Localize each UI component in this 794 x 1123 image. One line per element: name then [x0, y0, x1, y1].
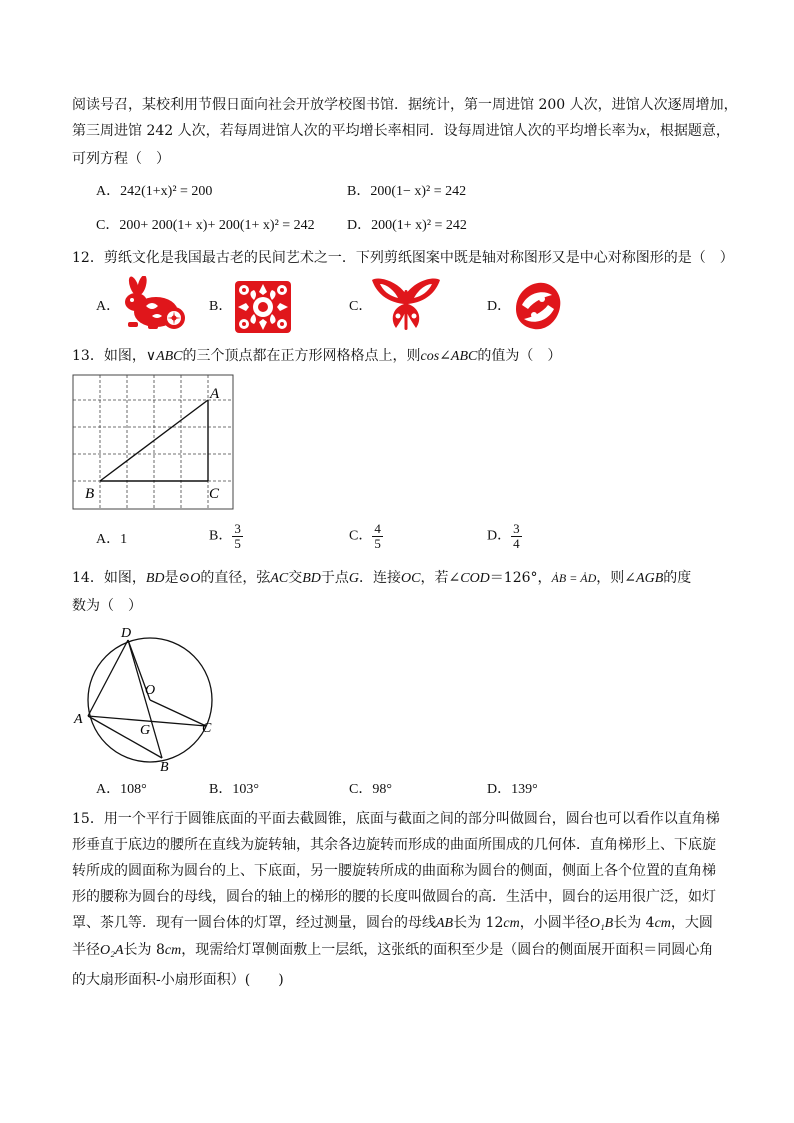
q15-line6: 半径O₂A长为 8cm，现需给灯罩侧面敷上一层纸，这张纸的面积至少是（圆台的侧面展开面积＝同圆心角 [72, 942, 714, 958]
q11-line1: 阅读号召，某校利用节假日面向社会开放学校图书馆．据统计，第一周进馆 200 人次，进馆人次逐周增加， [72, 97, 738, 113]
q14-label-c: C [202, 721, 212, 736]
q11-option-d: D．200(1+ x)² = 242 [347, 218, 467, 233]
q11-line2: 第三周进馆 242 人次，若每周进馆人次的平均增长率相同．设每周进馆人次的平均增长率为x，根据题意， [72, 123, 730, 139]
q13-option-a: A．1 [96, 532, 128, 547]
q12-text: 12．剪纸文化是我国最古老的民间艺术之一．下列剪纸图案中既是轴对称图形又是中心对称图形的是（ ） [72, 250, 734, 266]
q11-option-c: C．200+ 200(1+ x)+ 200(1+ x)² = 242 [96, 218, 315, 233]
q14-option-a: A．108° [96, 782, 147, 797]
q11-option-a: A．242(1+x)² = 200 [96, 184, 213, 199]
q13-option-b: B． $\frac{3}{5}$ [209, 521, 241, 551]
q12-label-a: A． [96, 299, 121, 314]
q14-label-d: D [121, 626, 132, 641]
q14-line2: 数为（ ） [72, 598, 142, 614]
q12-label-c: C． [349, 299, 373, 314]
q15-line2: 形垂直于底边的腰所在直线为旋转轴，其余各边旋转而形成的曲面所围成的几何体．直角梯形上、下底旋 [72, 837, 716, 853]
q13-option-d: D． $\frac{3}{4}$ [487, 521, 520, 551]
q14-option-c: C．98° [349, 782, 392, 797]
q15-line1: 15．用一个平行于圆锥底面的平面去截圆锥，底面与截面之间的部分叫做圆台，圆台也可以看作以直角梯 [72, 811, 720, 827]
q15-line3: 转所成的圆面称为圆台的上、下底面，另一腰旋转所成的曲面称为圆台的侧面，侧面上各个位置的直角梯 [72, 863, 716, 879]
q12-label-d: D． [487, 299, 512, 314]
q13-text: 13．如图，∨ABC的三个顶点都在正方形网格格点上，则cos∠ABC的值为（ ） [72, 348, 562, 364]
q13-grid-figure [70, 372, 238, 512]
fish-papercut-image [512, 279, 564, 333]
q14-label-b: B [160, 760, 169, 774]
rabbit-papercut-image [118, 276, 188, 334]
q11-option-b: B．200(1− x)² = 242 [347, 184, 467, 199]
q13-label-b: B [85, 486, 95, 502]
q15-line5: 罩、茶几等．现有一圆台体的灯罩，经过测量，圆台的母线AB长为 12cm，小圆半径O₁B长为 4cm，大圆 [72, 915, 713, 931]
q11-line3: 可列方程（ ） [72, 151, 170, 167]
q14-label-o: O [145, 683, 156, 698]
q13-label-c: C [209, 486, 220, 502]
butterfly-papercut-image [370, 276, 442, 334]
q14-option-d: D．139° [487, 782, 538, 797]
q15-line4: 形的腰称为圆台的母线，圆台的轴上的梯形的腰的长度叫做圆台的高．生活中，圆台的运用很广泛，如灯 [72, 889, 716, 905]
q13-option-c: C． $\frac{4}{5}$ [349, 521, 381, 551]
q12-label-b: B． [209, 299, 233, 314]
square-papercut-image [232, 278, 294, 336]
q15-line7: 的大扇形面积-小扇形面积）( ) [72, 972, 284, 988]
q14-line1: 14．如图，BD是⊙O的直径，弦AC交BD于点G．连接OC，若∠COD＝126°，ȦB = ȦD，则∠AGB的度 [72, 570, 692, 586]
q13-label-a: A [210, 386, 220, 402]
q14-label-g: G [140, 723, 151, 738]
q14-circle-figure [68, 622, 228, 774]
q14-option-b: B．103° [209, 782, 259, 797]
q14-label-a: A [74, 712, 83, 727]
